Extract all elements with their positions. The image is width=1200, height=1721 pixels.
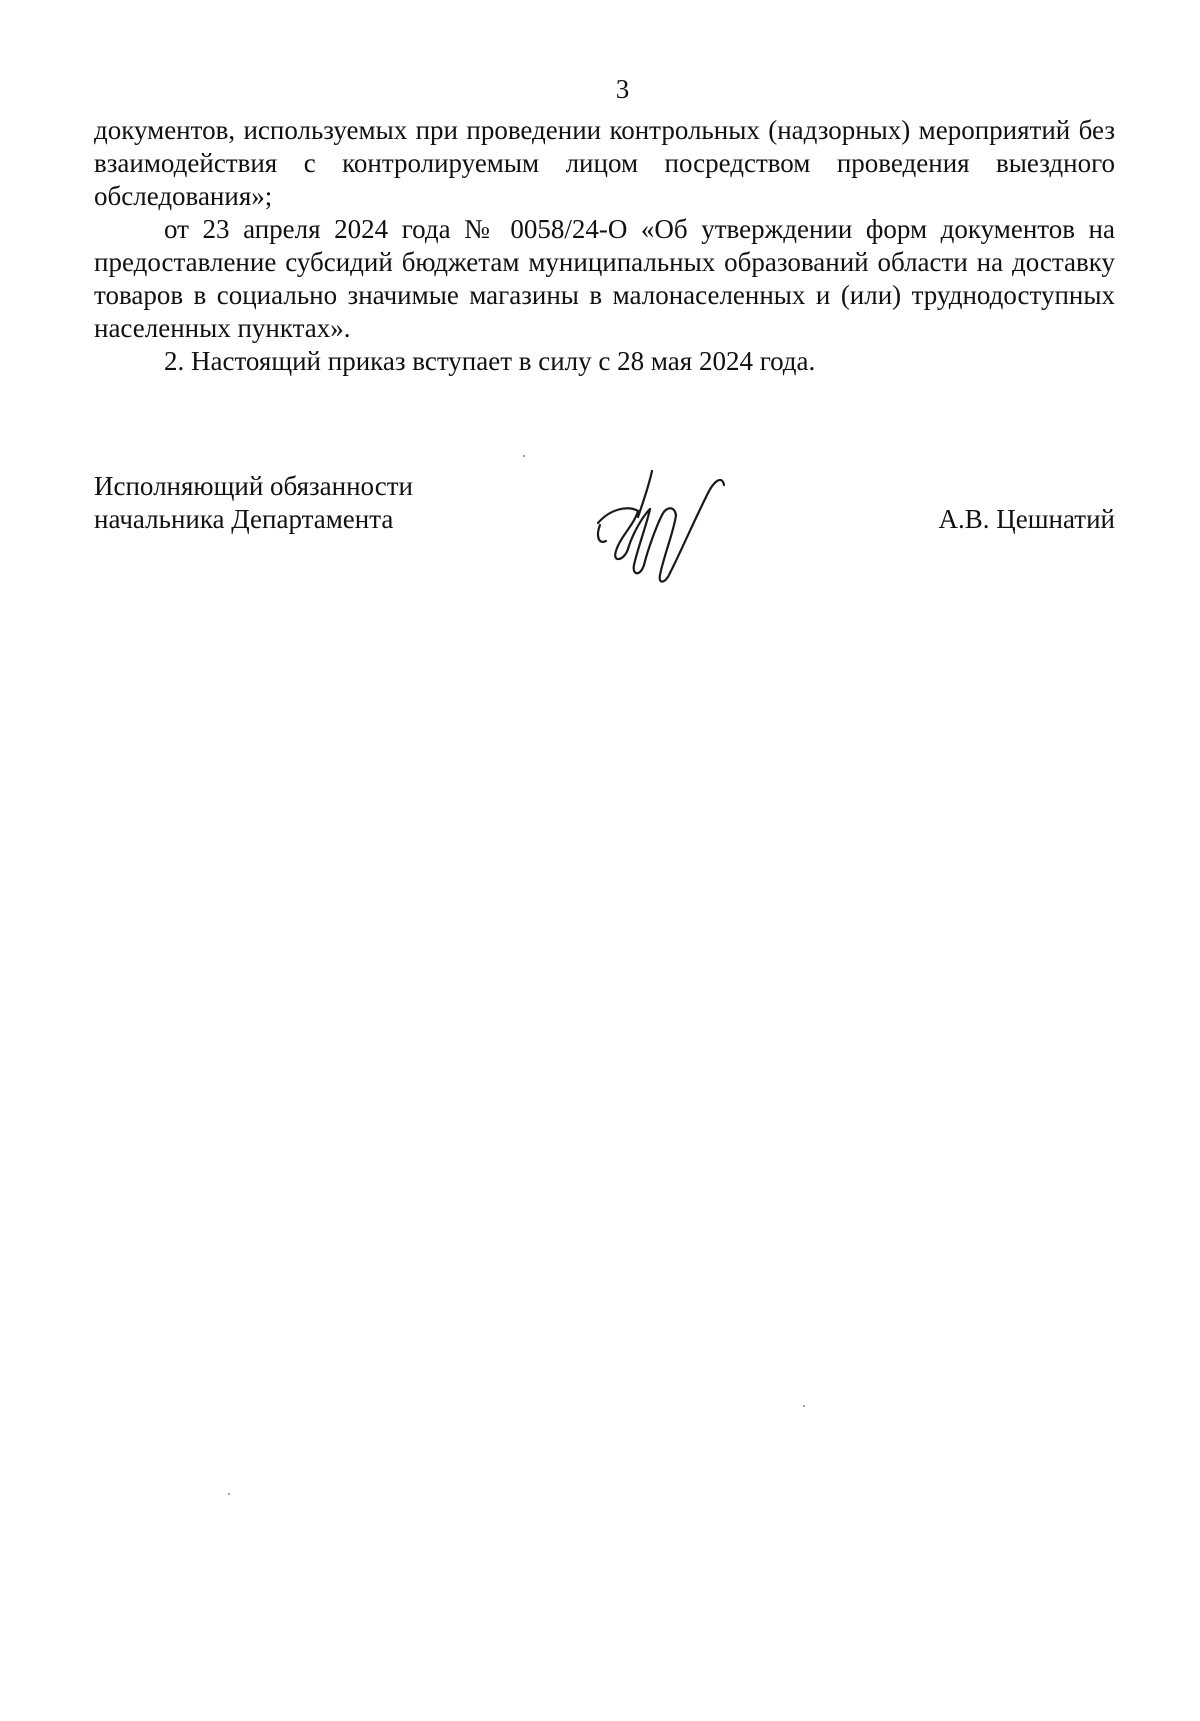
document-body xyxy=(94,114,1115,378)
paragraph-effective-date: 2. Настоящий приказ вступает в силу с 28 мая 2024 года. xyxy=(164,346,816,376)
handwritten-signature-icon xyxy=(590,465,730,590)
scan-speck xyxy=(803,1405,805,1407)
scan-speck xyxy=(523,455,525,457)
paragraph-order-reference: от 23 апреля 2024 года № 0058/24-О «Об утверждении форм документов на предоставление субсидий бюджетам муниципальных образований области на доставку товаров в социально значимые магазины в малонаселенных и (или) труднодоступных населенных пунктах». xyxy=(94,214,1115,343)
page-number: 3 xyxy=(615,74,630,104)
paragraph-continuation: документов, используемых при проведении контрольных (надзорных) мероприятий без взаимодействия с контролируемым лицом посредством проведения выездного обследования»; xyxy=(94,115,1115,211)
signatory-position-line-1: Исполняющий обязанности xyxy=(94,471,413,501)
signatory-position-line-2: начальника Департамента xyxy=(94,504,394,534)
signatory-position xyxy=(94,470,413,536)
signatory-name: А.В. Цешнатий xyxy=(938,504,1115,534)
scan-speck xyxy=(228,1493,230,1495)
